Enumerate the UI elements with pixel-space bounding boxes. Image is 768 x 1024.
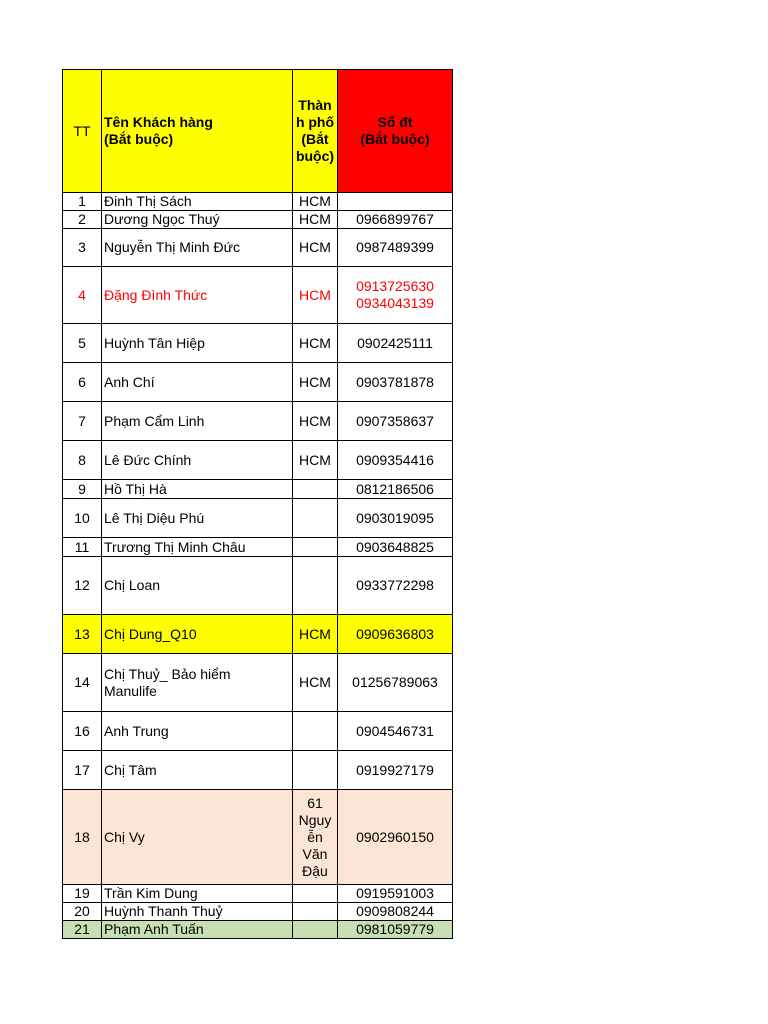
cell-name[interactable]: Anh Trung	[102, 712, 293, 751]
cell-name[interactable]: Trương Thị Minh Châu	[102, 538, 293, 557]
cell-name[interactable]: Chị Tâm	[102, 751, 293, 790]
cell-phone[interactable]: 0981059779	[338, 921, 453, 939]
table-row	[63, 267, 453, 324]
cell-name[interactable]: Trần Kim Dung	[102, 885, 293, 903]
cell-phone[interactable]: 0909808244	[338, 903, 453, 921]
cell-city[interactable]	[293, 921, 338, 939]
cell-tt[interactable]: 17	[63, 751, 102, 790]
cell-name[interactable]: Lê Đức Chính	[102, 441, 293, 480]
table-row	[63, 751, 453, 790]
table-row	[63, 441, 453, 480]
table-row	[63, 790, 453, 885]
cell-city[interactable]: 61 Nguy ễn Văn Đậu	[293, 790, 338, 885]
cell-tt[interactable]: 14	[63, 654, 102, 712]
header-row	[63, 70, 453, 193]
cell-tt[interactable]: 13	[63, 615, 102, 654]
cell-name[interactable]: Lê Thị Diệu Phú	[102, 499, 293, 538]
cell-name[interactable]: Anh Chí	[102, 363, 293, 402]
cell-phone[interactable]: 0987489399	[338, 229, 453, 267]
cell-tt[interactable]: 6	[63, 363, 102, 402]
cell-city[interactable]: HCM	[293, 229, 338, 267]
cell-tt[interactable]: 18	[63, 790, 102, 885]
table-row	[63, 557, 453, 615]
cell-city[interactable]	[293, 903, 338, 921]
cell-phone[interactable]: 0902425111	[338, 324, 453, 363]
cell-name[interactable]: Huỳnh Tân Hiệp	[102, 324, 293, 363]
customer-table	[62, 69, 453, 939]
cell-tt[interactable]: 8	[63, 441, 102, 480]
cell-city[interactable]: HCM	[293, 441, 338, 480]
header-city[interactable]: Thàn h phố (Bắt buộc)	[293, 70, 338, 193]
cell-phone[interactable]: 0904546731	[338, 712, 453, 751]
cell-city[interactable]	[293, 480, 338, 499]
cell-tt[interactable]: 12	[63, 557, 102, 615]
cell-name[interactable]: Chị Thuỷ_ Bảo hiểm Manulife	[102, 654, 293, 712]
cell-city[interactable]: HCM	[293, 211, 338, 229]
cell-phone[interactable]: 0913725630 0934043139	[338, 267, 453, 324]
cell-phone[interactable]	[338, 193, 453, 211]
cell-phone[interactable]: 0812186506	[338, 480, 453, 499]
cell-tt[interactable]: 16	[63, 712, 102, 751]
cell-tt[interactable]: 4	[63, 267, 102, 324]
cell-phone[interactable]: 0966899767	[338, 211, 453, 229]
cell-city[interactable]: HCM	[293, 267, 338, 324]
cell-name[interactable]: Đặng Đình Thức	[102, 267, 293, 324]
cell-tt[interactable]: 19	[63, 885, 102, 903]
cell-name[interactable]: Phạm Anh Tuấn	[102, 921, 293, 939]
cell-city[interactable]	[293, 538, 338, 557]
table-row	[63, 480, 453, 499]
cell-phone[interactable]: 0919591003	[338, 885, 453, 903]
cell-name[interactable]: Chị Vy	[102, 790, 293, 885]
table-row	[63, 712, 453, 751]
header-phone[interactable]: Số đt (Bắt buộc)	[338, 70, 453, 193]
table-row	[63, 499, 453, 538]
cell-tt[interactable]: 1	[63, 193, 102, 211]
cell-city[interactable]	[293, 499, 338, 538]
cell-tt[interactable]: 9	[63, 480, 102, 499]
table-row	[63, 921, 453, 939]
cell-phone[interactable]: 01256789063	[338, 654, 453, 712]
header-customer-name[interactable]: Tên Khách hàng (Bắt buộc)	[102, 70, 293, 193]
cell-city[interactable]	[293, 751, 338, 790]
table-row	[63, 324, 453, 363]
cell-tt[interactable]: 3	[63, 229, 102, 267]
cell-tt[interactable]: 2	[63, 211, 102, 229]
cell-city[interactable]: HCM	[293, 363, 338, 402]
table-row	[63, 885, 453, 903]
table-row	[63, 654, 453, 712]
cell-tt[interactable]: 11	[63, 538, 102, 557]
cell-phone[interactable]: 0902960150	[338, 790, 453, 885]
table-row	[63, 615, 453, 654]
header-tt[interactable]: TT	[63, 70, 102, 193]
cell-name[interactable]: Phạm Cẩm Linh	[102, 402, 293, 441]
cell-name[interactable]: Chị Dung_Q10	[102, 615, 293, 654]
cell-phone[interactable]: 0919927179	[338, 751, 453, 790]
table-row	[63, 193, 453, 211]
cell-city[interactable]	[293, 557, 338, 615]
cell-tt[interactable]: 21	[63, 921, 102, 939]
cell-city[interactable]: HCM	[293, 654, 338, 712]
cell-phone[interactable]: 0907358637	[338, 402, 453, 441]
cell-name[interactable]: Dương Ngọc Thuý	[102, 211, 293, 229]
cell-city[interactable]	[293, 712, 338, 751]
table-row	[63, 229, 453, 267]
cell-phone[interactable]: 0933772298	[338, 557, 453, 615]
cell-name[interactable]: Huỳnh Thanh Thuỷ	[102, 903, 293, 921]
customer-table-body	[63, 70, 453, 939]
cell-phone[interactable]: 0903781878	[338, 363, 453, 402]
cell-name[interactable]: Chị Loan	[102, 557, 293, 615]
cell-name[interactable]: Hồ Thị Hà	[102, 480, 293, 499]
cell-name[interactable]: Đinh Thị Sách	[102, 193, 293, 211]
cell-name[interactable]: Nguyễn Thị Minh Đức	[102, 229, 293, 267]
cell-city[interactable]	[293, 885, 338, 903]
cell-phone[interactable]: 0909636803	[338, 615, 453, 654]
cell-phone[interactable]: 0903019095	[338, 499, 453, 538]
cell-tt[interactable]: 20	[63, 903, 102, 921]
cell-city[interactable]: HCM	[293, 193, 338, 211]
cell-city[interactable]: HCM	[293, 402, 338, 441]
cell-phone[interactable]: 0903648825	[338, 538, 453, 557]
table-row	[63, 903, 453, 921]
cell-city[interactable]: HCM	[293, 324, 338, 363]
cell-phone[interactable]: 0909354416	[338, 441, 453, 480]
cell-city[interactable]: HCM	[293, 615, 338, 654]
table-row	[63, 538, 453, 557]
table-row	[63, 363, 453, 402]
cell-tt[interactable]: 7	[63, 402, 102, 441]
table-row	[63, 402, 453, 441]
cell-tt[interactable]: 5	[63, 324, 102, 363]
cell-tt[interactable]: 10	[63, 499, 102, 538]
table-row	[63, 211, 453, 229]
